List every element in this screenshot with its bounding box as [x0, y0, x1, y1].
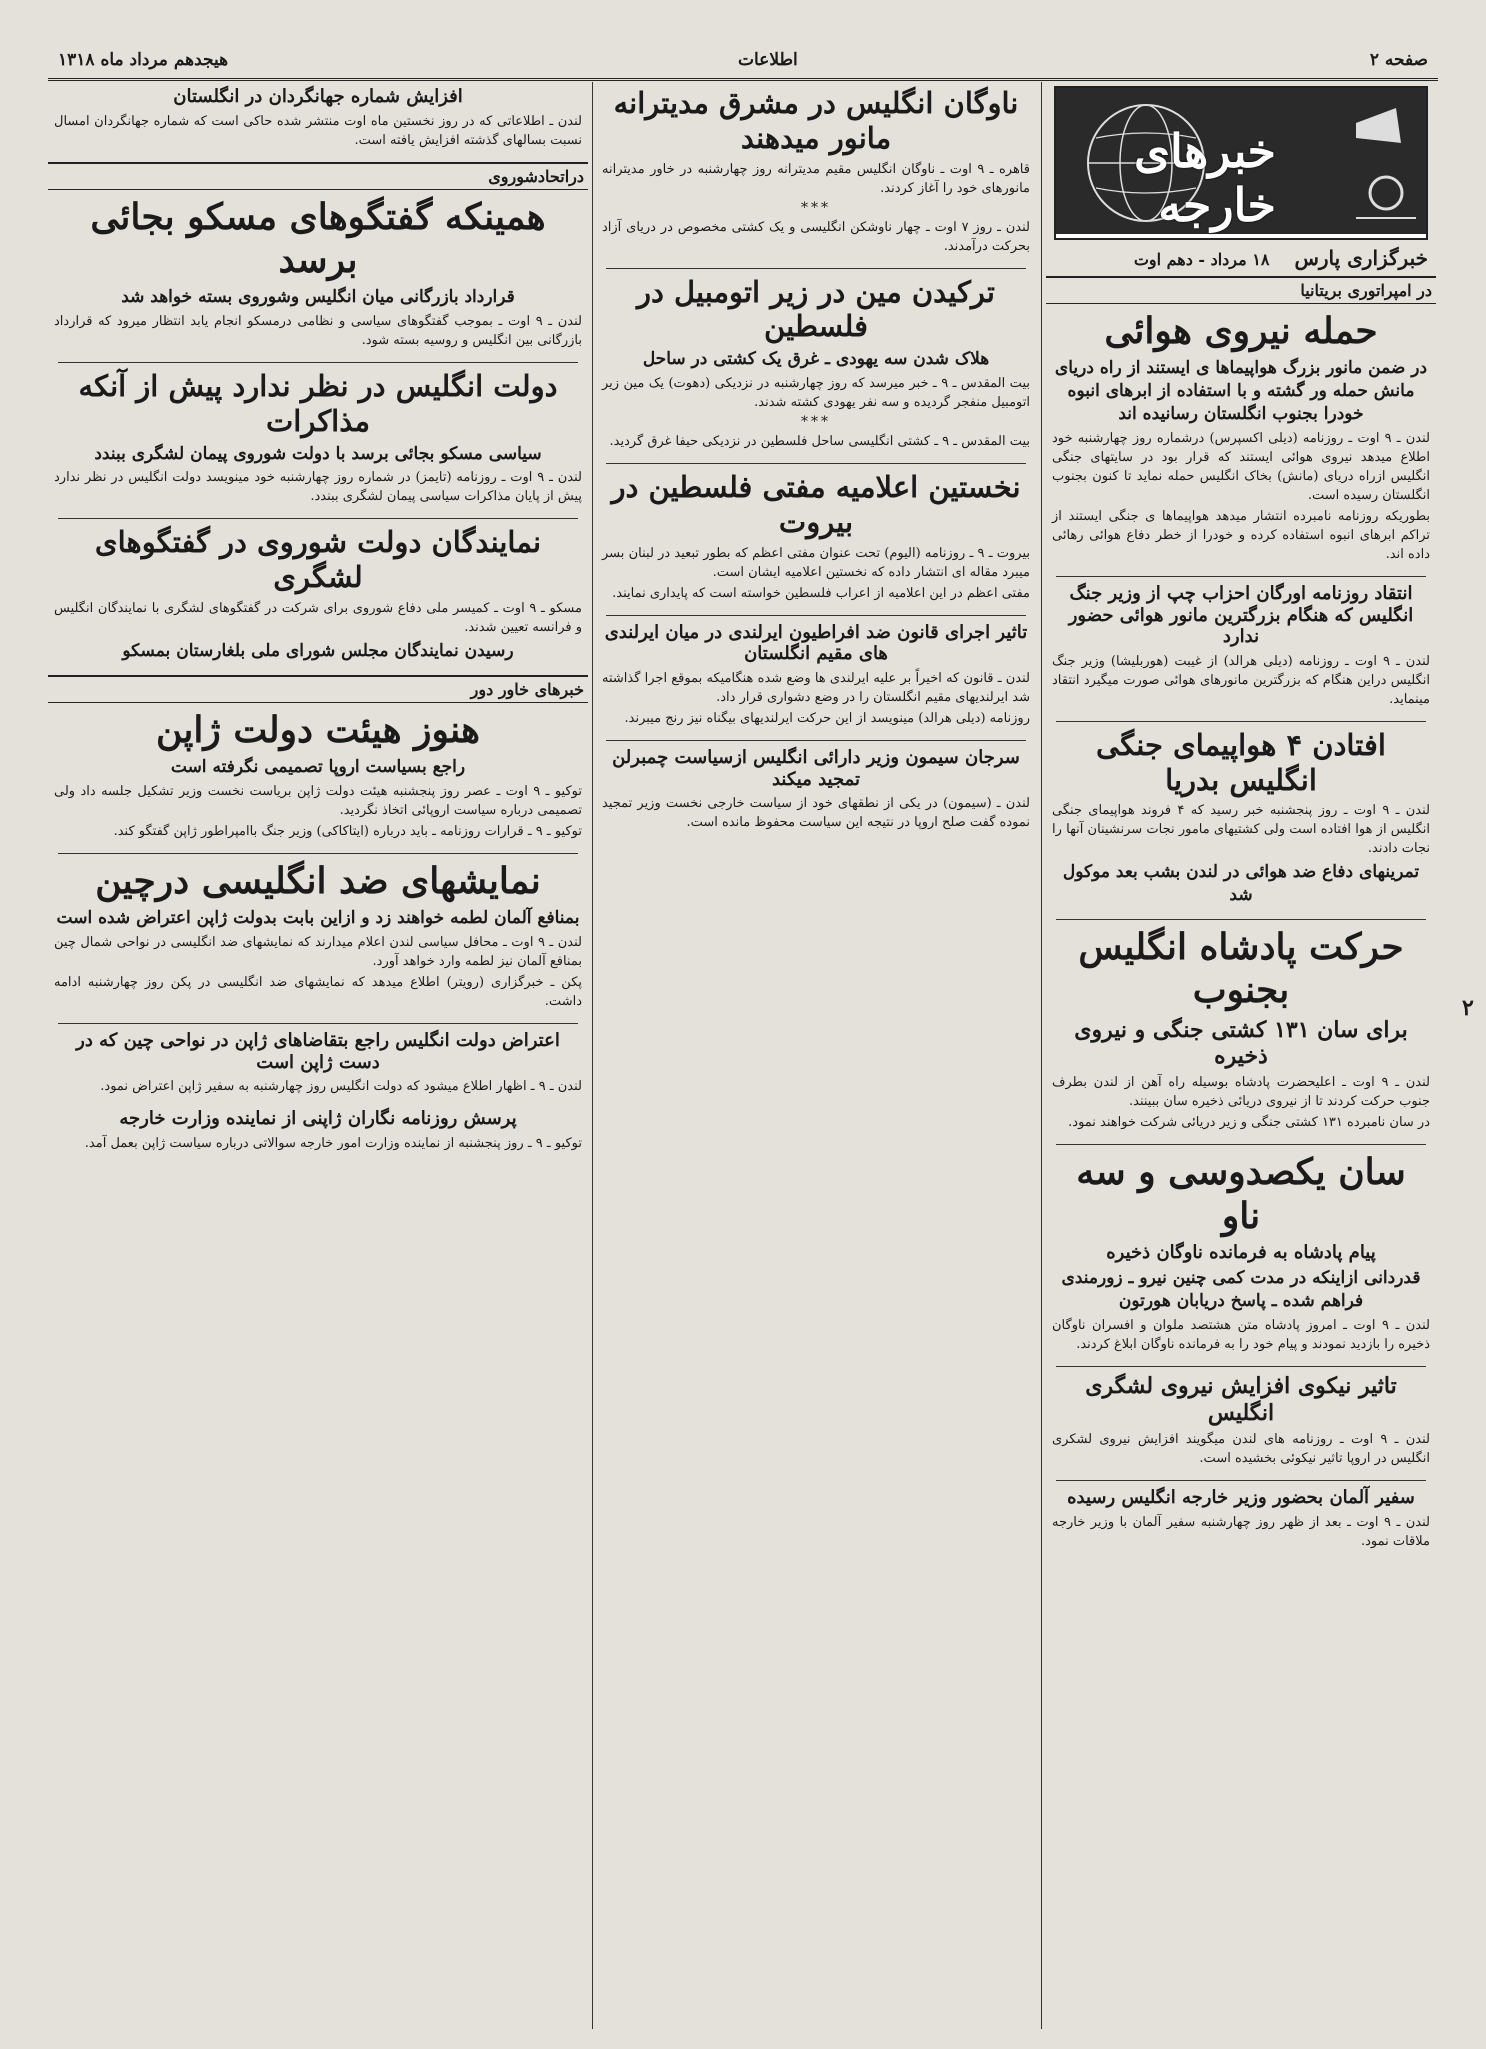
divider [1056, 721, 1426, 722]
headline: سرجان سیمون وزیر دارائی انگلیس ازسیاست چمبرلن تمجید میکند [612, 746, 1020, 790]
divider [1056, 576, 1426, 577]
subheadline: در ضمن مانور بزرگ هواپیماها ی ایستند از راه دریای مانش حمله ور گشته و با استفاده از ابرهای انبوه خودرا بجنوب انگلستان رسانیده اند [1054, 358, 1428, 425]
article [1052, 583, 1430, 709]
article-text: لندن ـ (سیمون) در یکی از نطقهای خود از سیاست خارجی نخست وزیر تمجید نموده گفت صلح اروپا در نتیجه این سیاست محفوظ مانده است. [602, 796, 1030, 831]
headline: دولت انگلیس در نظر ندارد پیش از آنکه مذاکرات [78, 368, 558, 438]
article-text: پکن ـ خبرگزاری (رویتر) اطلاع میدهد که نمایشهای ضد انگلیسی در پکن روز چهارشنبه ادامه داشت. [54, 975, 582, 1010]
article-text: در سان نامبرده ۱۳۱ کشتی جنگی و زیر دریائی شرکت خواهند نمود. [1068, 1115, 1430, 1131]
article-text: لندن ـ ۹ اوت ـ بعد از ظهر روز چهارشنبه سفیر آلمان با وزیر خارجه ملاقات نمود. [1052, 1514, 1430, 1549]
subheadline: تمرینهای دفاع ضد هوائی در لندن بشب بعد موکول شد [1062, 862, 1420, 906]
divider [606, 740, 1026, 741]
divider [606, 463, 1026, 464]
banner-title: خبرهای خارجه [1134, 124, 1276, 232]
article-text: قاهره ـ ۹ اوت ـ ناوگان انگلیس مقیم مدیترانه روز چهارشنبه در خاور مدیترانه مانورهای خود را آغاز کردند. [602, 161, 1030, 196]
article [602, 470, 1030, 603]
divider [58, 1023, 578, 1024]
article-text: بیت المقدس ـ ۹ ـ کشتی انگلیسی ساحل فلسطین در نزدیکی حیفا غرق گردید. [609, 434, 1030, 450]
divider [1056, 1144, 1426, 1145]
article [1052, 310, 1430, 564]
headline: تاثیر اجرای قانون ضد افراطیون ایرلندی در میان ایرلندی های مقیم انگلستان [604, 621, 1028, 665]
article-text: لندن ـ ۹ اوت ـ روزنامه های لندن میگویند افزایش نیروی لشکری انگلیس در اروپا تاثیر نیکوئی بخشیده است. [1052, 1432, 1431, 1467]
agency-name: خبرگزاری پارس [1294, 246, 1428, 270]
divider [1056, 919, 1426, 920]
article [602, 275, 1030, 452]
headline: سفیر آلمان بحضور وزیر خارجه انگلیس رسیده [1067, 1487, 1415, 1509]
article-text: بیروت ـ ۹ ـ روزنامه (الیوم) تحت عنوان مفتی اعظم که بطور تبعید در لبنان بسر میبرد مقاله ای انتشار داده که نخستین اعلامیه ایشان است. [602, 545, 1030, 580]
headline: سان یکصدوسی و سه ناو [1076, 1151, 1406, 1237]
article-text: روزنامه (دیلی هرالد) مینویسد از این حرکت ایرلندیهای بیگناه نیز رنج میبرند. [624, 710, 1030, 726]
headline: حرکت پادشاه انگلیس بجنوب [1078, 926, 1404, 1012]
article-text: لندن ـ ۹ اوت ـ بموجب گفتگوهای سیاسی و نظامی درمسکو انجام یابد انتظار میرود که قرارداد بازرگانی بین انگلیس و روسیه بسته شود. [54, 313, 582, 348]
headline: اعتراض دولت انگلیس راجع بتقاضاهای ژاپن در نواحی چین که در دست ژاپن است [76, 1030, 560, 1073]
headline: نمایندگان دولت شوروی در گفتگوهای لشگری [94, 525, 542, 595]
headline: هنوز هیئت دولت ژاپن [155, 708, 481, 751]
subheadline: سیاسی مسکو بجائی برسد با دولت شوروی پیمان لشگری ببندد [94, 443, 542, 464]
headline: افتادن ۴ هواپیمای جنگی انگلیس بدریا [1096, 727, 1386, 797]
article [1052, 926, 1430, 1132]
headline: انتقاد روزنامه اورگان احزاب چپ از وزیر جنگ انگلیس که هنگام بزرگترین مانور هوائی حضور ندارد [1068, 583, 1414, 648]
divider [1056, 1366, 1426, 1367]
article-text: مسکو ـ ۹ اوت ـ کمیسر ملی دفاع شوروی برای شرکت در گفتگوهای لشگری با نمایندگان انگلیس و فرانسه تعیین شدند. [54, 601, 582, 636]
subheadline: قرارداد بازرگانی میان انگلیس وشوروی بسته خواهد شد [121, 286, 515, 307]
article [1052, 728, 1430, 907]
agency-line [1054, 246, 1428, 270]
article-text: توکیو ـ ۹ ـ روز پنجشنبه از نماینده وزارت امور خارجه سوالاتی درباره سیاست ژاپن بعمل آمد. [84, 1136, 582, 1151]
article-text: مفتی اعظم در این اعلامیه از اعراب فلسطین خواسته است که پایداری نمایند. [612, 585, 1030, 601]
issue-date: هیجدهم مرداد ماه ۱۳۱۸ [58, 50, 229, 70]
article [54, 1030, 582, 1096]
paper-name: اطلاعات [738, 50, 798, 70]
headline: تاثیر نیکوی افزایش نیروی لشگری انگلیس [1085, 1373, 1397, 1426]
margin-mark: ۲ [1462, 995, 1474, 1021]
article-text: لندن ـ ۹ اوت ـ محافل سیاسی لندن اعلام میدارند که نمایشهای ضد انگلیسی در نواحی شمال چین بمنافع آلمان نیز لطمه وارد خواهد آورد. [54, 935, 582, 970]
subheadline: راجع بسیاست اروپا تصمیمی نگرفته است [170, 757, 466, 778]
article [1052, 1151, 1430, 1354]
headline: حمله نیروی هوائی [1104, 310, 1378, 352]
foreign-news-banner [1054, 86, 1428, 240]
subheadline: برای سان ۱۳۱ کشتی جنگی و نیروی ذخیره [1074, 1016, 1408, 1070]
article [54, 525, 582, 663]
subheadline: قدردانی ازاینکه در مدت کمی چنین نیرو ـ زورمندی فراهم شده ـ پاسخ دریابان هورتون [1061, 1268, 1421, 1312]
article [1052, 1487, 1430, 1551]
headline: نمایشهای ضد انگلیسی درچین [95, 860, 541, 903]
article-text: لندن ـ ۹ ـ اظهار اطلاع میشود که دولت انگلیس روز چهارشنبه به سفیر ژاپن اعتراض نمود. [100, 1079, 582, 1095]
divider [1056, 1480, 1426, 1481]
headline: افزایش شماره جهانگردان در انگلستان [173, 86, 463, 107]
article [54, 86, 582, 150]
headline: پرسش روزنامه نگاران ژاپنی از نماینده وزارت خارجه [119, 1108, 517, 1130]
column-right [1046, 82, 1436, 2029]
section-label: دراتحادشوروی [48, 162, 588, 190]
article [54, 196, 582, 350]
separator-stars: *** [801, 199, 831, 216]
article-text: توکیو ـ ۹ اوت ـ عصر روز پنجشنبه هیئت دولت ژاپن بریاست نخست وزیر تشکیل جلسه داد ولی تصمیمی درباره سیاست اروپائی اتخاذ نگردید. [54, 784, 582, 819]
page-number: صفحه ۲ [1369, 50, 1428, 70]
article [602, 622, 1030, 728]
divider [606, 268, 1026, 269]
article-text: لندن ـ اطلاعاتی که در روز نخستین ماه اوت منتشر شده حاکی است که شماره جهانگردان امسال نسبت بسالهای گذشته افزایش یافته است. [54, 113, 582, 148]
article [602, 747, 1030, 832]
article-text: لندن ـ ۹ اوت ـ روزنامه (دیلی اکسپرس) درشماره روز چهارشنبه خود اطلاع میدهد نیروی هوائی ایستند که قرار بود در سایتهای جنگی انگلیس ازراه دریای (مانش) بخاک انگلیس حمله نماید تا کنون بجنوب انگلستان رسیده است. [1052, 431, 1431, 503]
divider [58, 853, 578, 854]
article [54, 1108, 582, 1153]
separator-stars: *** [801, 414, 831, 431]
article [54, 709, 582, 841]
column-middle [596, 82, 1036, 2029]
article [1052, 1373, 1430, 1468]
column-left [48, 82, 588, 2029]
article-text: لندن ـ ۹ اوت ـ اعلیحضرت پادشاه بوسیله راه آهن از لندن بطرف جنوب حرکت کردند تا از نیروی دریائی ذخیره سان ببینند. [1052, 1075, 1431, 1110]
subheadline: پیام پادشاه به فرمانده ناوگان ذخیره [1106, 1241, 1376, 1263]
column-rule [1041, 82, 1042, 2029]
article-text: لندن ـ ۹ اوت ـ روز پنجشنبه خبر رسید که ۴ فروند هواپیمای جنگی انگلیس از هوا افتاده است ولی کشتیهای مامور نجات سرنشینان آنها را نجات دادند. [1052, 803, 1431, 857]
headline: ترکیدن مین در زیر اتومبیل در فلسطین [636, 274, 995, 344]
article [54, 369, 582, 507]
subheadline: بمنافع آلمان لطمه خواهند زد و ازاین بابت بدولت ژاپن اعتراض شده است [56, 908, 580, 929]
section-label: خبرهای خاور دور [48, 675, 588, 703]
article [54, 860, 582, 1011]
article-text: بطوریکه روزنامه نامبرده انتشار میدهد هواپیماها ی جنگی ایستند از تراکم ابرهای انبوه استفاده کرده و خودرا از خطر دفاع هوائی رهائی داده اند. [1052, 509, 1430, 562]
article-text: لندن ـ ۹ اوت ـ روزنامه (دیلی هرالد) از غیبت (هوربلیشا) وزیر جنگ انگلیس دراین هنگام که بزرگترین مانورهای هوائی صورت میگیرد انتقاد مینماید. [1052, 653, 1431, 707]
article-text: بیت المقدس ـ ۹ ـ خبر میرسد که روز چهارشنبه در نزدیکی (دهوت) یک مین زیر اتومبیل منفجر گردیده و سه نفر یهودی کشته شدند. [602, 376, 1030, 411]
subheadline: هلاک شدن سه یهودی ـ غرق یک کشتی در ساحل [642, 349, 990, 370]
agency-date: ۱۸ مرداد - دهم اوت [1133, 250, 1270, 269]
article-text: لندن ـ ۹ اوت ـ روزنامه (تایمز) در شماره روز چهارشنبه خود مینویسد دولت انگلیس در نظر ندارد پیش از پایان مذاکرات سیاسی پیمان لشگری ببندد. [54, 470, 582, 505]
article-text: لندن ـ قانون که اخیراً بر علیه ایرلندی ها وضع شده هنگامیکه بموقع اجرا گذاشته شد ایرلندیهای مقیم انگلستان را در وضع دشواری قرار داد. [602, 670, 1030, 705]
headline: ناوگان انگلیس در مشرق مدیترانه مانور میدهند [613, 86, 1019, 155]
divider [58, 518, 578, 519]
headline: نخستین اعلامیه مفتی فلسطین در بیروت [611, 470, 1021, 539]
subheadline: رسیدن نمایندگان مجلس شورای ملی بلغارستان بمسکو [122, 641, 514, 662]
column-rule [592, 82, 593, 2029]
article-text: لندن ـ ۹ اوت ـ امروز پادشاه متن هشتصد ملوان و افسران ناوگان ذخیره را بازدید نمودند و پیام خود را به فرمانده ناوگان ابلاغ کردند. [1052, 1318, 1430, 1353]
section-label: در امپراتوری بریتانیا [1046, 276, 1436, 304]
article-text: لندن ـ روز ۷ اوت ـ چهار ناوشکن انگلیسی و یک کشتی مخصوص در دریای آزاد بحرکت درآمدند. [602, 219, 1030, 254]
article [602, 86, 1030, 256]
masthead [48, 48, 1438, 81]
headline: همینکه گفتگوهای مسکو بجائی برسد [90, 195, 546, 281]
divider [58, 362, 578, 363]
divider [606, 615, 1026, 616]
article-text: توکیو ـ ۹ ـ قرارات روزنامه ـ باید درباره (ایتاکاکی) وزیر جنگ باامپراطور ژاپن گفتگو کند. [113, 824, 582, 840]
